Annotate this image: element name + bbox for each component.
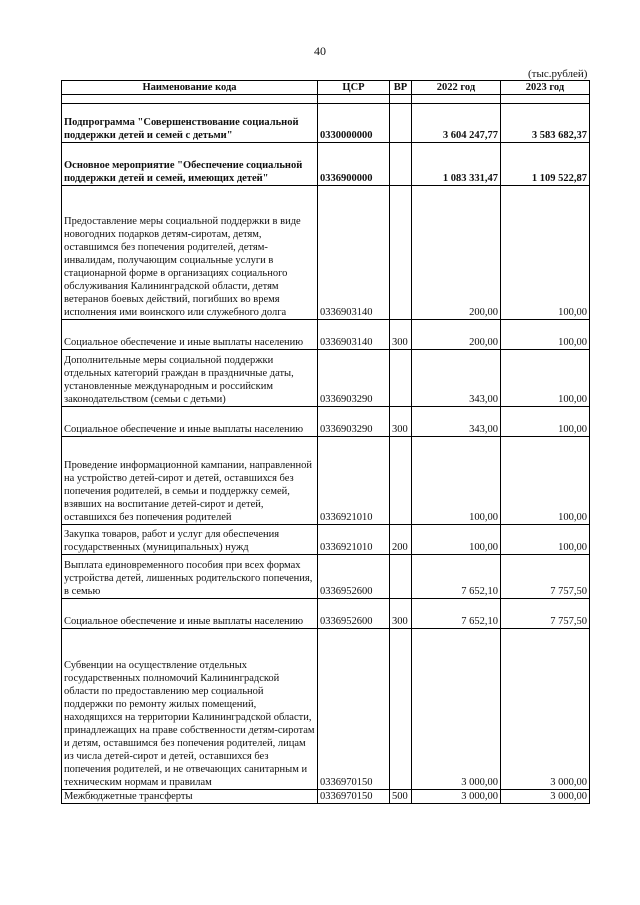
table-row [62,104,590,143]
row-csr: 0336970150 [318,629,390,790]
row-name: Дополнительные меры социальной поддержки отдельных категорий граждан в праздничные даты, установленные международным и российским законодательством (семьи с детьми) [62,350,318,407]
row-vr [390,186,412,320]
header-csr: ЦСР [318,81,390,95]
row-name: Субвенции на осуществление отдельных государственных полномочий Калининградской области по предоставлению мер социальной поддержки по ремонту жилых помещений, находящихся на территории Калининградской области, принадлежащих на праве собственности детям-сиротам и детям, оставшимся без попечения родителей, лицам из числа детей-сирот и детей, оставшихся без попечения родителей, и не отвечающих санитарным и техническим нормам и правилам [62,629,318,790]
row-csr: 0330000000 [318,104,390,143]
row-csr: 0336903290 [318,350,390,407]
row-2023: 100,00 [501,437,590,525]
row-name: Выплата единовременного пособия при всех формах устройства детей, лишенных родительского попечения, в семью [62,555,318,599]
row-csr: 0336921010 [318,437,390,525]
row-2022: 343,00 [412,407,501,437]
row-2022: 3 604 247,77 [412,104,501,143]
row-name: Проведение информационной кампании, направленной на устройство детей-сирот и детей, оставшихся без попечения родителей, в семьи и поддержку семей, взявших на воспитание детей-сирот и детей, оставшихся без попечения родителей [62,437,318,525]
row-2023: 100,00 [501,407,590,437]
row-2023: 3 000,00 [501,629,590,790]
row-vr: 300 [390,599,412,629]
row-vr: 500 [390,790,412,804]
row-2023: 100,00 [501,186,590,320]
row-csr: 0336903140 [318,186,390,320]
row-vr: 300 [390,407,412,437]
row-2022: 200,00 [412,186,501,320]
page-number: 40 [314,44,326,58]
row-vr [390,350,412,407]
row-2023: 7 757,50 [501,555,590,599]
row-name: Социальное обеспечение и иные выплаты населению [62,599,318,629]
table-row [62,320,590,350]
header-2022: 2022 год [412,81,501,95]
row-2023: 1 109 522,87 [501,143,590,186]
row-2023: 100,00 [501,525,590,555]
row-2022: 3 000,00 [412,629,501,790]
row-2023: 100,00 [501,320,590,350]
table-row [62,407,590,437]
table-row [62,350,590,407]
table-row [62,790,590,804]
header-2023: 2023 год [501,81,590,95]
row-vr [390,104,412,143]
row-csr: 0336903140 [318,320,390,350]
table-row [62,525,590,555]
row-2023: 100,00 [501,350,590,407]
row-2023: 7 757,50 [501,599,590,629]
row-name: Социальное обеспечение и иные выплаты населению [62,407,318,437]
row-name: Подпрограмма "Совершенствование социальной поддержки детей и семей с детьми" [62,104,318,143]
row-csr: 0336900000 [318,143,390,186]
table-row [62,629,590,790]
row-csr: 0336970150 [318,790,390,804]
row-csr: 0336952600 [318,555,390,599]
row-csr: 0336952600 [318,599,390,629]
row-2022: 100,00 [412,525,501,555]
table-row [62,143,590,186]
row-name: Закупка товаров, работ и услуг для обеспечения государственных (муниципальных) нужд [62,525,318,555]
table-row [62,437,590,525]
row-vr: 300 [390,320,412,350]
row-vr [390,629,412,790]
table-row [62,186,590,320]
row-vr: 200 [390,525,412,555]
row-vr [390,555,412,599]
row-2023: 3 000,00 [501,790,590,804]
row-name: Предоставление меры социальной поддержки в виде новогодних подарков детям-сиротам, детям, оставшимся без попечения родителей, детям-инвалидам, получающим социальные услуги в стационарной форме в организациях социального обслуживания Калининградской области, детям ветеранов боевых действий, погибших во время исполнения ими воинского или служебного долга [62,186,318,320]
row-2023: 3 583 682,37 [501,104,590,143]
header-name: Наименование кода [62,81,318,95]
row-2022: 200,00 [412,320,501,350]
table-row [62,599,590,629]
row-csr: 0336903290 [318,407,390,437]
row-csr: 0336921010 [318,525,390,555]
row-vr [390,143,412,186]
row-name: Основное мероприятие "Обеспечение социальной поддержки детей и семей, имеющих детей" [62,143,318,186]
row-2022: 1 083 331,47 [412,143,501,186]
spacer-row [62,95,590,104]
row-name: Социальное обеспечение и иные выплаты населению [62,320,318,350]
header-vr: ВР [390,81,412,95]
row-2022: 100,00 [412,437,501,525]
budget-table [61,80,590,804]
row-2022: 7 652,10 [412,599,501,629]
row-2022: 3 000,00 [412,790,501,804]
row-2022: 343,00 [412,350,501,407]
table-row [62,555,590,599]
row-name: Межбюджетные трансферты [62,790,318,804]
row-2022: 7 652,10 [412,555,501,599]
table-header-row [62,81,590,95]
units-label: (тыс.рублей) [528,68,588,80]
row-vr [390,437,412,525]
